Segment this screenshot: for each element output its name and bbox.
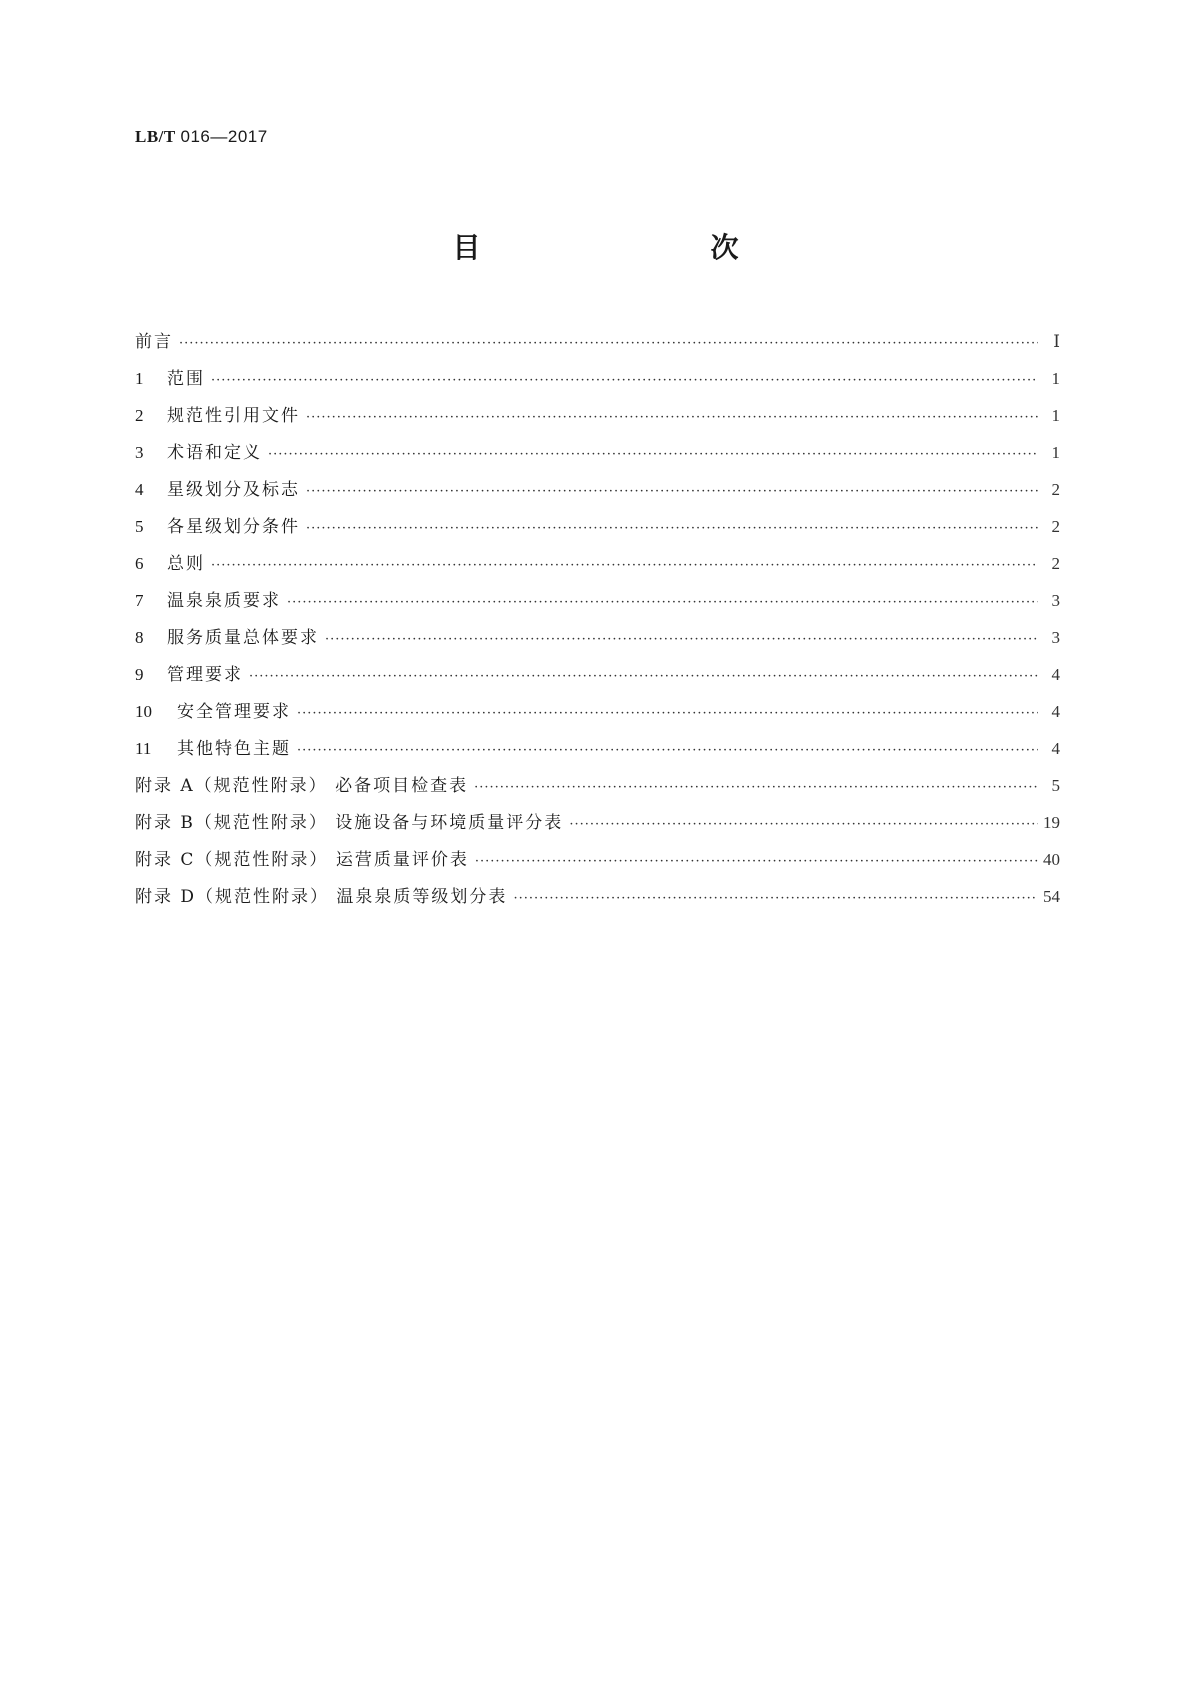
toc-entry-terms-definitions[interactable]	[135, 438, 1060, 475]
toc-leader-dots	[306, 521, 1038, 536]
toc-leader-dots	[211, 373, 1038, 388]
toc-entry-page: 3	[1051, 628, 1060, 647]
toc-entry-page: 54	[1043, 887, 1060, 906]
toc-entry-label: 星级划分及标志	[167, 480, 300, 500]
toc-leader-dots	[249, 669, 1038, 684]
toc-leader-dots	[513, 891, 1038, 906]
toc-entry-page: 4	[1051, 739, 1060, 758]
toc-entry-page: 1	[1051, 406, 1060, 425]
toc-entry-safety-management[interactable]	[135, 697, 1060, 734]
toc-entry-general[interactable]	[135, 549, 1060, 586]
toc-entry-page: 5	[1051, 776, 1060, 795]
toc-entry-page: 2	[1051, 480, 1060, 499]
toc-leader-dots	[474, 780, 1038, 795]
toc-entry-star-rating[interactable]	[135, 475, 1060, 512]
toc-leader-dots	[297, 743, 1038, 758]
toc-entry-page: 4	[1051, 702, 1060, 721]
toc-entry-normative-references[interactable]	[135, 401, 1060, 438]
toc-entry-label: 附录 C（规范性附录） 运营质量评价表	[135, 850, 469, 870]
toc-leader-dots	[306, 484, 1038, 499]
toc-leader-dots	[287, 595, 1038, 610]
toc-entry-number: 7	[135, 591, 144, 610]
toc-entry-appendix-a[interactable]	[135, 771, 1060, 808]
toc-entry-label: 附录 D（规范性附录） 温泉泉质等级划分表	[135, 887, 508, 907]
page-title: 目 次	[452, 231, 797, 264]
toc-entry-label: 总则	[167, 554, 205, 574]
toc-entry-page: 40	[1043, 850, 1060, 869]
toc-leader-dots	[325, 632, 1038, 647]
toc-entry-label: 附录 A（规范性附录） 必备项目检查表	[135, 776, 469, 796]
toc-entry-label: 前言	[135, 332, 173, 352]
toc-entry-page: Ⅰ	[1053, 332, 1060, 351]
toc-leader-dots	[179, 336, 1038, 351]
toc-entry-number: 9	[135, 665, 144, 684]
toc-entry-number: 3	[135, 443, 144, 462]
toc-entry-label: 各星级划分条件	[167, 517, 300, 537]
toc-entry-appendix-c[interactable]	[135, 845, 1060, 882]
toc-leader-dots	[306, 410, 1038, 425]
toc-entry-page: 2	[1051, 517, 1060, 536]
toc-entry-page: 19	[1043, 813, 1060, 832]
toc-entry-label: 附录 B（规范性附录） 设施设备与环境质量评分表	[135, 813, 564, 833]
toc-entry-number: 6	[135, 554, 144, 573]
toc-entry-number: 4	[135, 480, 144, 499]
toc-entry-label: 温泉泉质要求	[167, 591, 281, 611]
toc-entry-label: 安全管理要求	[177, 702, 291, 722]
toc-entry-label: 服务质量总体要求	[167, 628, 319, 648]
toc-entry-label: 其他特色主题	[177, 739, 291, 759]
toc-entry-star-conditions[interactable]	[135, 512, 1060, 549]
toc-entry-label: 术语和定义	[167, 443, 262, 463]
toc-entry-other-themes[interactable]	[135, 734, 1060, 771]
standard-code	[135, 127, 268, 147]
toc-entry-label: 范围	[167, 369, 205, 389]
toc-entry-foreword[interactable]	[135, 327, 1060, 364]
standard-code-number: 016—2017	[180, 127, 268, 146]
table-of-contents	[135, 327, 1060, 919]
standard-code-prefix: LB/T	[135, 127, 176, 146]
toc-entry-scope[interactable]	[135, 364, 1060, 401]
toc-entry-number: 10	[135, 702, 152, 721]
toc-entry-management[interactable]	[135, 660, 1060, 697]
toc-entry-number: 2	[135, 406, 144, 425]
toc-entry-appendix-d[interactable]	[135, 882, 1060, 919]
toc-entry-number: 1	[135, 369, 144, 388]
toc-entry-appendix-b[interactable]	[135, 808, 1060, 845]
toc-entry-label: 规范性引用文件	[167, 406, 300, 426]
toc-leader-dots	[211, 558, 1038, 573]
toc-entry-spring-water-quality[interactable]	[135, 586, 1060, 623]
toc-entry-page: 2	[1051, 554, 1060, 573]
toc-leader-dots	[569, 817, 1038, 832]
toc-leader-dots	[297, 706, 1038, 721]
toc-entry-page: 1	[1051, 369, 1060, 388]
toc-entry-label: 管理要求	[167, 665, 243, 685]
toc-leader-dots	[475, 854, 1038, 869]
toc-entry-page: 1	[1051, 443, 1060, 462]
toc-entry-number: 8	[135, 628, 144, 647]
toc-entry-number: 11	[135, 739, 152, 758]
toc-entry-service-quality[interactable]	[135, 623, 1060, 660]
toc-entry-page: 3	[1051, 591, 1060, 610]
toc-entry-page: 4	[1051, 665, 1060, 684]
toc-entry-number: 5	[135, 517, 144, 536]
toc-leader-dots	[268, 447, 1038, 462]
